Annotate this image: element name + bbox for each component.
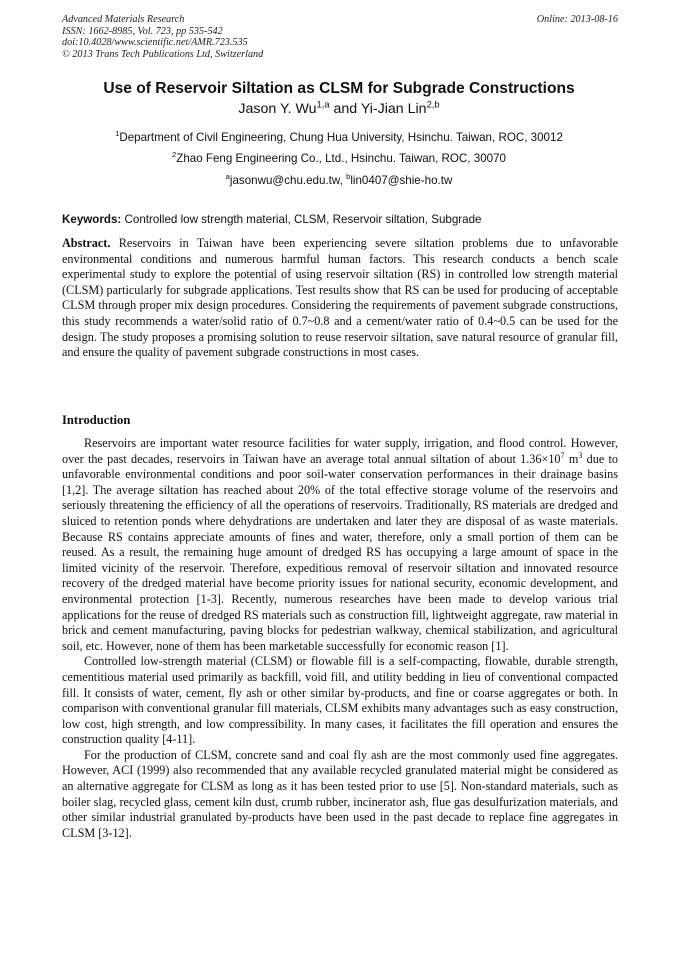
abstract-text: Reservoirs in Taiwan have been experiencing severe siltation problems due to unfavorable environmental conditions and numerous harmful human factors. This research conducts a bench scale experimental study to explore the potential of using reservoir siltation (RS) in controlled low strength material (CLSM) particularly for subgrade applications. Test results show that RS can be used for producing of acceptable CLSM through proper mix design procedures. Considering the requirements of pavement subgrade constructions, this study recommends a water/solid ratio of 0.7~0.8 and a cement/water ratio of 0.4~0.5 can be used for the design. The study proposes a promising solution to reuse reservoir siltation, save natural resource of granular fill, and ensure the quality of pavement subgrade constructions in most cases. — [62, 236, 618, 360]
email-a[interactable]: jasonwu@chu.edu.tw, — [229, 174, 347, 187]
keywords-line — [62, 213, 618, 226]
issn-line: ISSN: 1662-8985, Vol. 723, pp 535-542 — [62, 25, 223, 37]
paper-title: Use of Reservoir Siltation as CLSM for Subgrade Constructions — [103, 80, 575, 97]
intro-p1-unit: m — [564, 451, 579, 466]
online-date: Online: 2013-08-16 — [536, 14, 618, 25]
affiliation-2-sup: 2 — [171, 150, 177, 160]
author-1-sup: 1,a — [316, 99, 330, 110]
journal-header — [62, 14, 618, 60]
intro-p1-part-c: due to unfavorable environmental conditions and poor soil-water conservation performances in their drainage basins [1,2]. The average siltation has reached about 20% of the total effective storage volume of the reservoirs and seriously threatening the efficiency of all the operations of reservoirs. Traditionally, RS materials are dredged and sluiced to retention ponds where dehydrations are undertaken and later they are disposal of as waste materials. Because RS contains appreciate amounts of fines and water, therefore, only a small portion of them can be reused. As a result, the remaining huge amount of dredged RS has occupying a large amount of space in the limited vicinity of the reservoir. Therefore, expeditious removal of reservoir siltation and innovated resource recovery of the dredged material have become priority issues for national security, economic development, and environmental protection [1-3]. Recently, numerous researches have been made to develop various trial applications for the reuse of dredged RS materials such as construction fill, lightweight aggregate, raw material in brick and cement manufacturing, paving blocks for pedestrian walkway, chemical stabilization, and agricultural soil, etc. However, none of them has been marketable successfully for economic reason [1]. — [62, 451, 618, 653]
intro-p1-part-a: Reservoirs are important water resource facilities for water supply, irrigation, and flood control. However, over the past decades, reservoirs in Taiwan have an average total annual siltation of about 1.36×10 — [62, 436, 618, 466]
author-2-name: Yi-Jian Lin — [360, 101, 427, 117]
affiliation-1-text: Department of Civil Engineering, Chung Hua University, Hsinchu. Taiwan, ROC, 30012 — [119, 131, 563, 144]
author-line — [0, 101, 678, 117]
intro-paragraph-1 — [62, 436, 618, 654]
email-line — [0, 174, 678, 187]
intro-paragraph-3: For the production of CLSM, concrete sand and coal fly ash are the most commonly used fine aggregates. However, ACI (1999) also recommended that any available recycled granulated material might be considered as an alternative aggregate for CLSM as long as it has been tested prior to use [5]. Non-standard materials, such as boiler slag, recycled glass, cement kiln dust, crumb rubber, incinerator ash, flue gas desulfurization materials, and other similar industrial granulated by-products have been used in the past decade to replace fine aggregates in CLSM [3-12]. — [62, 747, 618, 840]
keywords-text: Controlled low strength material, CLSM, Reservoir siltation, Subgrade — [121, 213, 482, 226]
affiliation-1 — [0, 131, 678, 144]
intro-p1-unit-exponent: 3 — [578, 450, 583, 460]
copyright-line: © 2013 Trans Tech Publications Ltd, Switzerland — [62, 48, 264, 60]
doi-line: doi:10.4028/www.scientific.net/AMR.723.535 — [62, 37, 248, 49]
affiliation-2-text: Zhao Feng Engineering Co., Ltd., Hsinchu. Taiwan, ROC, 30070 — [176, 152, 506, 165]
author-conjunction: and — [329, 101, 361, 117]
abstract-paragraph — [62, 236, 618, 361]
introduction-body — [62, 436, 618, 841]
author-2-sup: 2,b — [426, 99, 440, 110]
affiliation-2 — [0, 152, 678, 165]
email-a-sup: a — [225, 172, 230, 182]
email-b[interactable]: lin0407@shie-ho.tw — [350, 174, 453, 187]
email-b-sup: b — [346, 172, 351, 182]
intro-paragraph-2: Controlled low-strength material (CLSM) or flowable fill is a self-compacting, flowable, durable strength, cementitious material used primarily as backfill, void fill, and utility bedding in lieu of conventional compacted fill. It consists of water, cement, fly ash or other similar by-products, and fine or coarse aggregates or both. In comparison with conventional granular fill materials, CLSM exhibits many advantages such as easy construction, low cost, high strength, and low compressibility. In many cases, it facilitates the fill operation and ensures the construction quality [4-11]. — [62, 654, 618, 747]
keywords-label: Keywords: — [62, 213, 122, 226]
abstract-label: Abstract. — [62, 236, 111, 250]
section-heading-introduction: Introduction — [62, 413, 131, 427]
author-1-name: Jason Y. Wu — [238, 101, 317, 117]
journal-name: Advanced Materials Research — [62, 14, 185, 25]
affiliation-1-sup: 1 — [115, 129, 120, 139]
intro-p1-exponent: 7 — [560, 450, 565, 460]
